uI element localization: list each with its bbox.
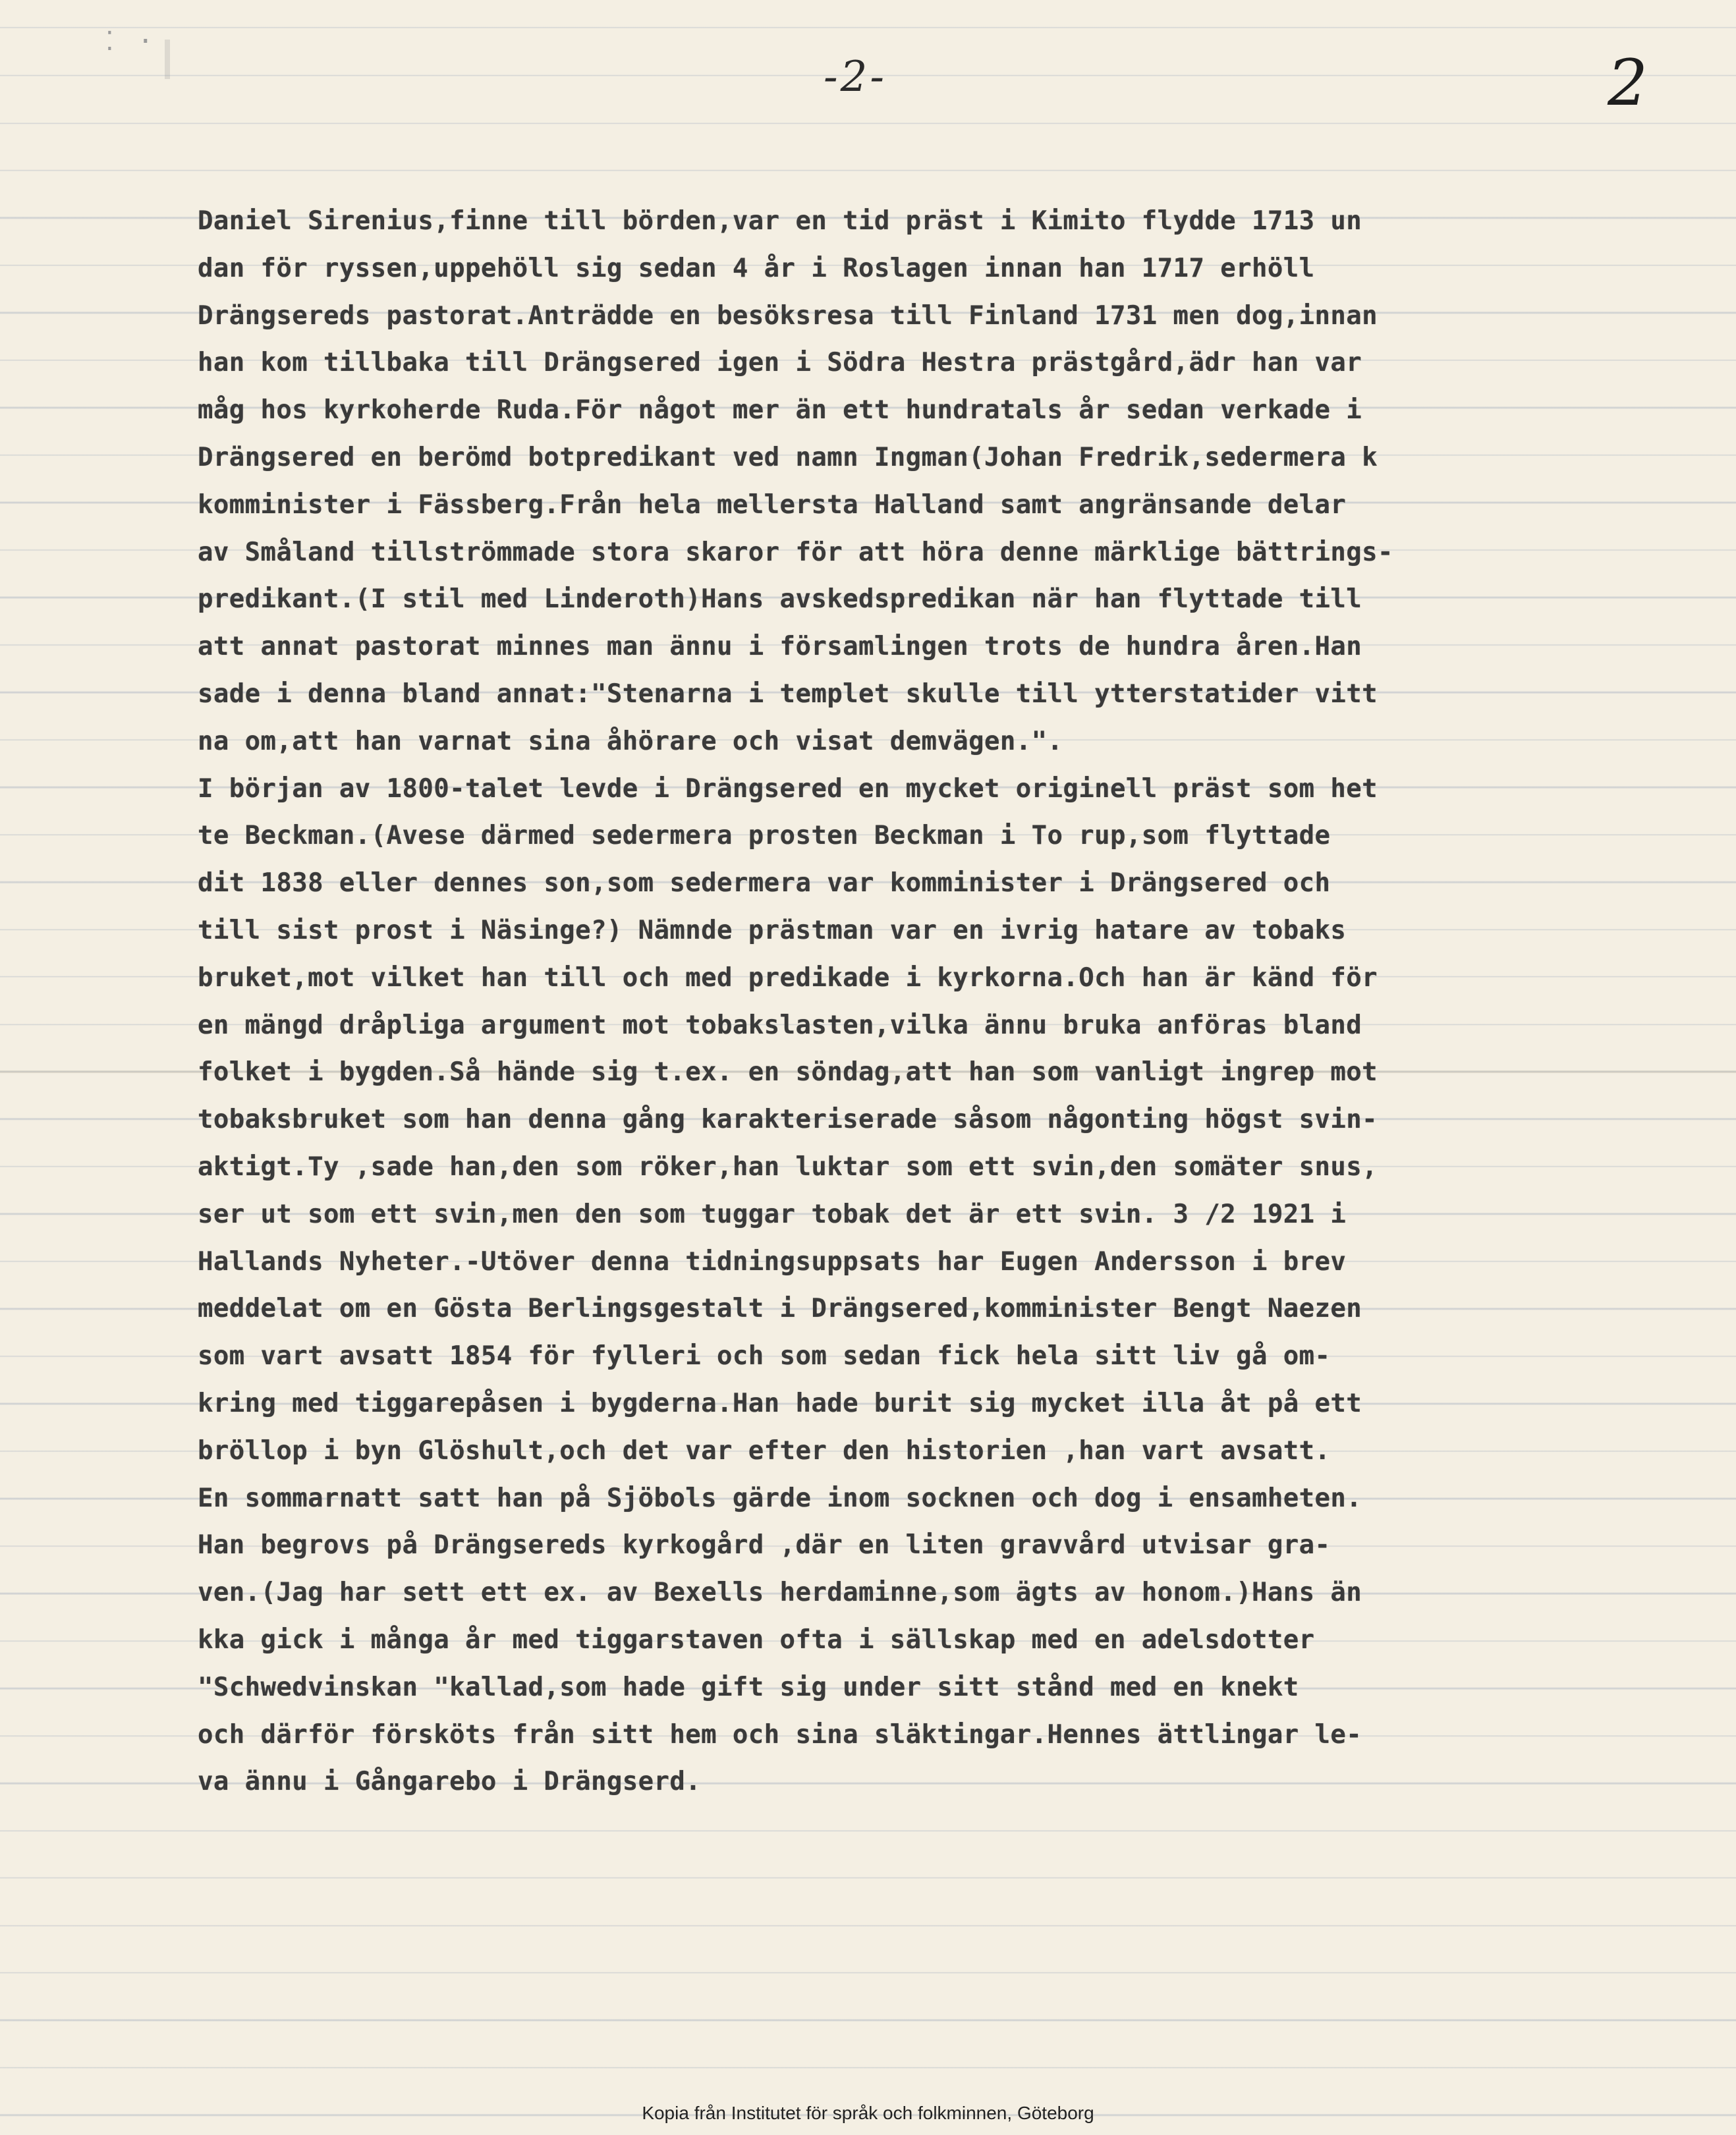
text-line: ser ut som ett svin,men den som tuggar tobak det är ett svin. 3 /2 1921 i [198,1199,1347,1229]
text-line: Daniel Sirenius,finne till börden,var en tid präst i Kimito flydde 1713 un [198,206,1362,236]
text-line: tobaksbruket som han denna gång karakteriserade såsom någonting högst svin- [198,1105,1378,1135]
text-line: meddelat om en Gösta Berlingsgestalt i Drängsered,komminister Bengt Naezen [198,1294,1362,1324]
text-line: aktigt.Ty ,sade han,den som röker,han luktar som ett svin,den somäter snus, [198,1151,1378,1182]
text-line: folket i bygden.Så hände sig t.ex. en söndag,att han som vanligt ingrep mot [198,1057,1378,1088]
page-number: 2 [1608,46,1648,120]
text-line: Drängsereds pastorat.Anträdde en besöksresa till Finland 1731 men dog,innan [198,300,1378,331]
text-line: måg hos kyrkoherde Ruda.För något mer än ett hundratals år sedan verkade i [198,395,1362,426]
text-line: kka gick i många år med tiggarstaven ofta i sällskap med en adelsdotter [198,1624,1315,1655]
text-line: komminister i Fässberg.Från hela mellersta Halland samt angränsande delar [198,489,1347,520]
text-line: te Beckman.(Avese därmed sedermera prosten Beckman i To rup,som flyttade [198,821,1331,851]
text-line: va ännu i Gångarebo i Drängserd. [198,1767,702,1797]
archive-copy-notice: Kopia från Institutet för språk och folkminnen, Göteborg [642,2103,1094,2123]
text-line: sade i denna bland annat:"Stenarna i templet skulle till ytterstatider vitt [198,679,1378,709]
text-line: ven.(Jag har sett ett ex. av Bexells herdaminne,som ägts av honom.)Hans än [198,1578,1362,1608]
text-line: kring med tiggarepåsen i bygderna.Han hade burit sig mycket illa åt på ett [198,1388,1362,1418]
text-line: Hallands Nyheter.-Utöver denna tidningsuppsats har Eugen Andersson i brev [198,1246,1347,1277]
text-line: "Schwedvinskan "kallad,som hade gift sig under sitt stånd med en knekt [198,1672,1299,1702]
text-line: Han begrovs på Drängsereds kyrkogård ,där en liten gravvård utvisar gra- [198,1530,1331,1561]
text-line: na om,att han varnat sina åhörare och visat demvägen.". [198,726,1063,756]
text-line: En sommarnatt satt han på Sjöbols gärde inom socknen och dog i ensamheten. [198,1483,1362,1513]
page-marker: -2- [824,53,887,101]
text-line: I början av 1800-talet levde i Drängsered en mycket originell präst som het [198,773,1378,804]
text-line: dan för ryssen,uppehöll sig sedan 4 år i Roslagen innan han 1717 erhöll [198,253,1315,283]
text-line: han kom tillbaka till Drängsered igen i Södra Hestra prästgård,ädr han var [198,348,1362,378]
typed-body-text [198,198,1687,1806]
text-line: av Småland tillströmmade stora skaror för att höra denne märklige bättrings- [198,537,1393,567]
text-line: predikant.(I stil med Linderoth)Hans avskedspredikan när han flyttade till [198,584,1362,615]
text-line: bruket,mot vilket han till och med predikade i kyrkorna.Och han är känd för [198,962,1378,993]
text-line: en mängd dråpliga argument mot tobakslasten,vilka ännu bruka anföras bland [198,1010,1362,1040]
text-line: dit 1838 eller dennes son,som sedermera var komminister i Drängsered och [198,868,1331,899]
text-line: bröllop i byn Glöshult,och det var efter den historien ,han vart avsatt. [198,1435,1331,1466]
text-line: att annat pastorat minnes man ännu i församlingen trots de hundra åren.Han [198,632,1362,662]
text-line: och därför försköts från sitt hem och sina släktingar.Hennes ättlingar le- [198,1719,1362,1750]
margin-smudge [165,40,170,79]
text-line: Drängsered en berömd botpredikant ved namn Ingman(Johan Fredrik,sedermera k [198,442,1378,472]
margin-punch-marks: ⁚ · [105,26,157,57]
text-line: som vart avsatt 1854 för fylleri och som sedan fick hela sitt liv gå om- [198,1341,1331,1372]
text-line: till sist prost i Näsinge?) Nämnde prästman var en ivrig hatare av tobaks [198,915,1347,945]
